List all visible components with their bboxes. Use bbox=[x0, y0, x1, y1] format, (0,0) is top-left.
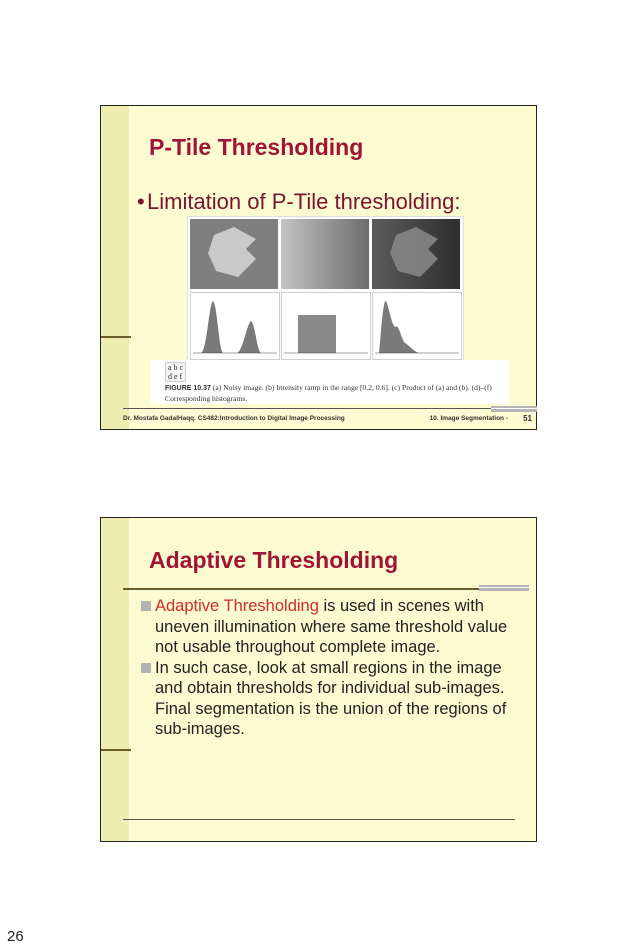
decorative-rule bbox=[101, 749, 131, 751]
intensity-ramp-b bbox=[281, 219, 369, 289]
noisy-image-a bbox=[190, 219, 278, 289]
page-number: 26 bbox=[7, 928, 24, 945]
footer-divider bbox=[123, 819, 515, 820]
accent-text: Adaptive Thresholding bbox=[155, 597, 319, 615]
square-bullet-icon bbox=[141, 601, 151, 611]
histogram-d bbox=[190, 292, 280, 360]
item-text: In such case, look at small regions in the image and obtain thresholds for individual sub-images. Final segmentation is the union of the regions of sub-images. bbox=[155, 658, 507, 738]
footer-double-rule bbox=[491, 406, 537, 412]
decorative-rule bbox=[101, 336, 131, 338]
figure-caption bbox=[165, 383, 507, 404]
caption-text: (a) Noisy image. (b) Intensity ramp in the range [0.2, 0.6]. (c) Product of (a) and (b). (d)–(f) Corresponding histograms. bbox=[165, 383, 492, 403]
panel-letters-row1: a b c bbox=[168, 363, 184, 372]
title-underline bbox=[123, 588, 479, 590]
slide-left-band bbox=[101, 518, 129, 841]
figure-caption-box bbox=[151, 360, 509, 404]
title-double-rule bbox=[479, 585, 529, 591]
bullet-item bbox=[137, 189, 460, 215]
footer-divider bbox=[123, 408, 517, 409]
square-bullet-icon bbox=[141, 663, 151, 673]
list-item bbox=[141, 658, 521, 740]
bullet-marker: • bbox=[137, 189, 145, 214]
figure-image bbox=[187, 216, 464, 363]
bullet-text: Limitation of P-Tile thresholding: bbox=[147, 189, 461, 214]
caption-label: FIGURE 10.37 bbox=[165, 385, 211, 392]
item-text: is used in scenes with uneven illumination where same threshold value not usable throughout complete image. bbox=[155, 597, 508, 656]
slide-title: P-Tile Thresholding bbox=[149, 134, 364, 160]
slide-left-band bbox=[101, 106, 129, 429]
histogram-e bbox=[281, 292, 371, 360]
slide-title: Adaptive Thresholding bbox=[149, 547, 399, 573]
bullet-list bbox=[141, 596, 521, 740]
footer-slide-number: 51 bbox=[523, 414, 532, 423]
panel-letters-row2: d e f bbox=[168, 372, 183, 381]
slide-p-tile bbox=[100, 105, 537, 430]
footer-author: Dr. Mostafa GadalHaqq. CS482:Introduction to Digital Image Processing bbox=[123, 415, 345, 422]
product-image-c bbox=[372, 219, 460, 289]
list-item bbox=[141, 596, 521, 658]
footer-section: 10. Image Segmentation - bbox=[429, 415, 508, 422]
slide-adaptive bbox=[100, 517, 537, 842]
figure-panel-letters bbox=[165, 362, 186, 382]
histogram-f bbox=[372, 292, 462, 360]
